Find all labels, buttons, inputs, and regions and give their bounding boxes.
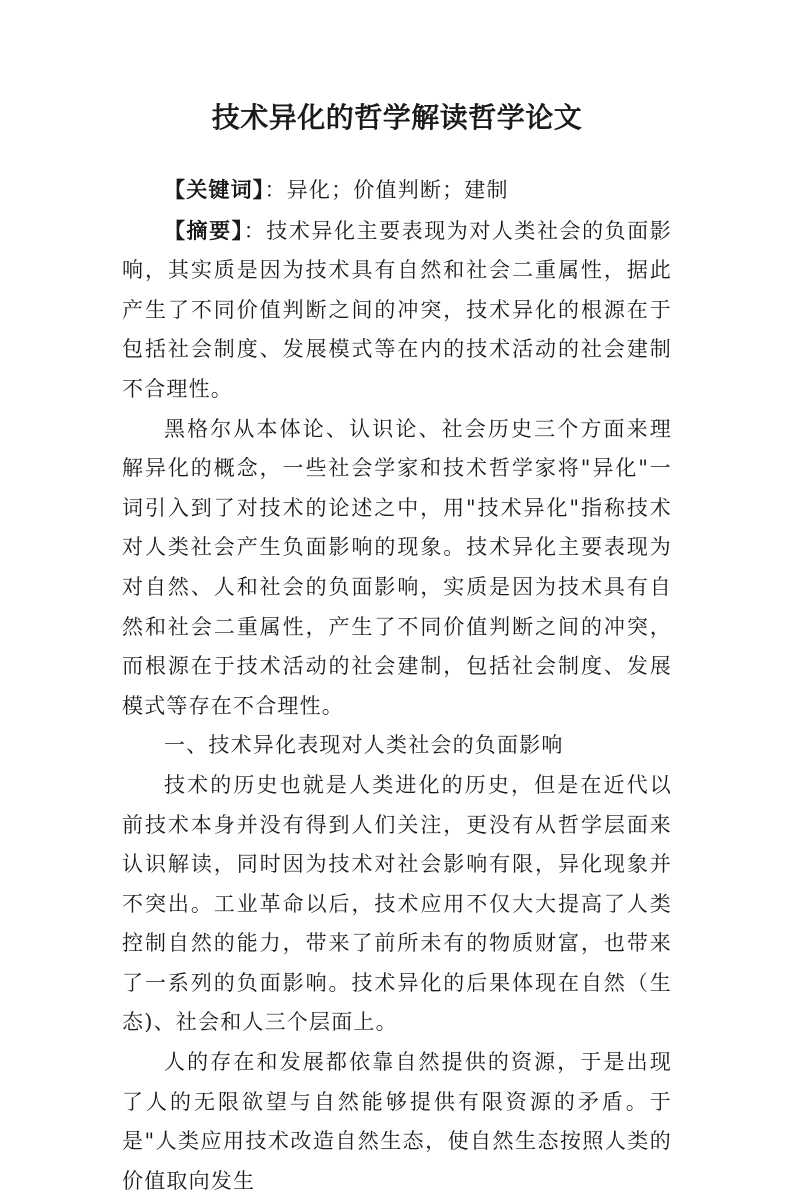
- keywords-paragraph: [122, 170, 672, 211]
- body-paragraph-intro: 黑格尔从本体论、认识论、社会历史三个方面来理解异化的概念，一些社会学家和技术哲学家将"异化"一词引入到了对技术的论述之中，用"技术异化"指称技术对人类社会产生负面影响的现象。技术异化主要表现为对自然、人和社会的负面影响，实质是因为技术具有自然和社会二重属性，产生了不同价值判断之间的冲突，而根源在于技术活动的社会建制，包括社会制度、发展模式等存在不合理性。: [122, 416, 672, 718]
- document-title: 技术异化的哲学解读哲学论文: [211, 101, 583, 134]
- document-body: [122, 170, 672, 1201]
- body-paragraph-history: 技术的历史也就是人类进化的历史，但是在近代以前技术本身并没有得到人们关注，更没有从哲学层面来认识解读，同时因为技术对社会影响有限，异化现象并不突出。工业革命以后，技术应用不仅大大提高了人类控制自然的能力，带来了前所未有的物质财富，也带来了一系列的负面影响。技术异化的后果体现在自然（生态)、社会和人三个层面上。: [122, 772, 672, 1035]
- abstract-colon: ：: [243, 218, 267, 243]
- keywords-label: 【关键词】: [164, 177, 265, 202]
- abstract-text: 技术异化主要表现为对人类社会的负面影响，其实质是因为技术具有自然和社会二重属性，据此产生了不同价值判断之间的冲突，技术异化的根源在于包括社会制度、发展模式等在内的技术活动的社会建制不合理性。: [122, 218, 672, 401]
- keywords-text: 异化；价值判断；建制: [286, 178, 509, 202]
- section-heading-1: 一、技术异化表现对人类社会的负面影响: [164, 733, 564, 758]
- body-paragraph-nature: 人的存在和发展都依靠自然提供的资源，于是出现了人的无限欲望与自然能够提供有限资源的矛盾。于是"人类应用技术改造自然生态，使自然生态按照人类的价值取向发生: [122, 1050, 672, 1193]
- keywords-colon: ：: [264, 178, 287, 202]
- abstract-paragraph: [122, 211, 672, 410]
- abstract-label: 【摘要】: [164, 217, 244, 243]
